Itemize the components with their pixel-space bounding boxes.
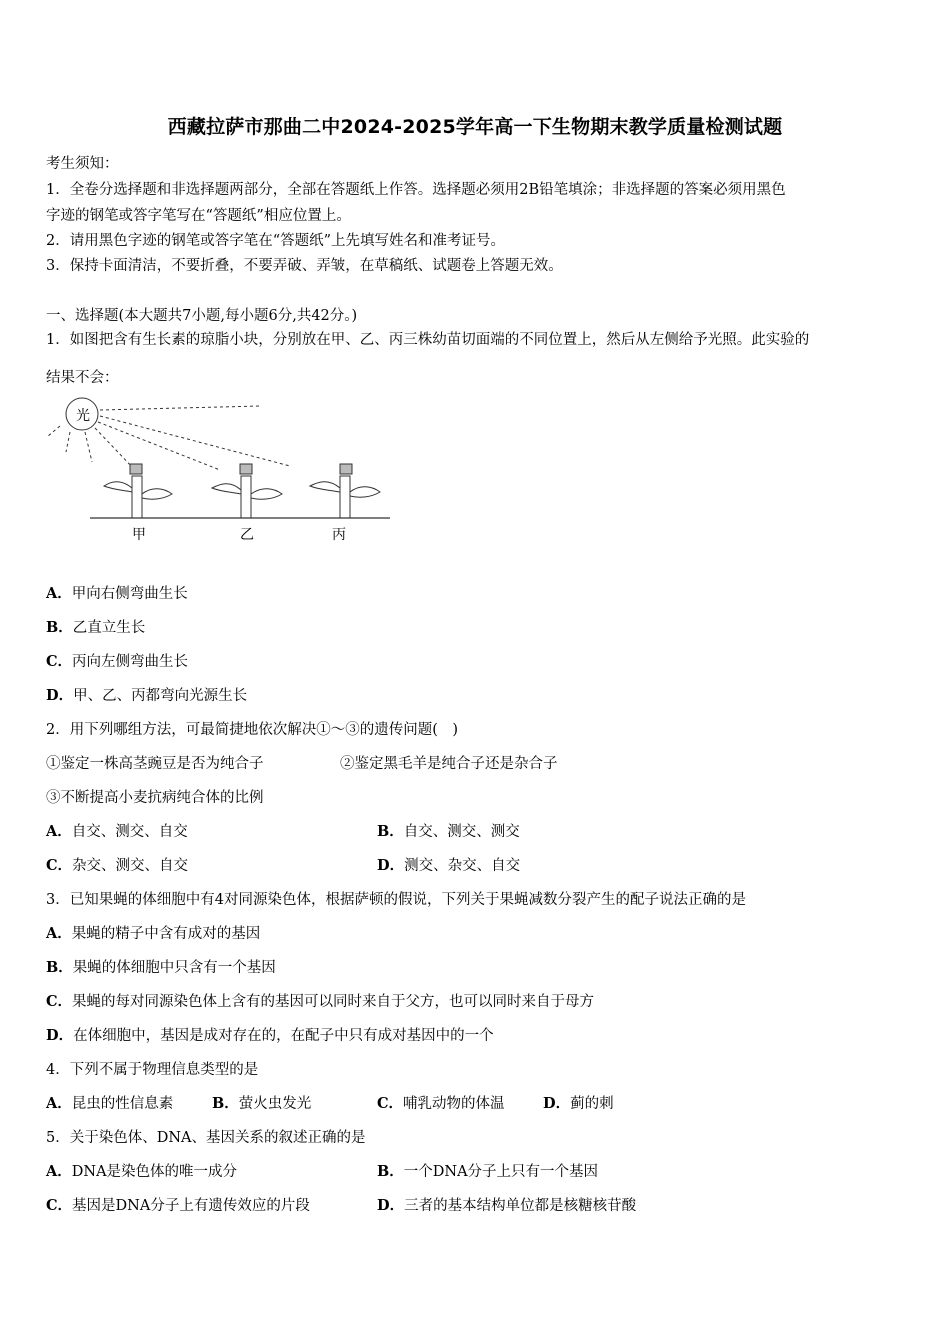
label-yi: 乙	[240, 527, 254, 543]
notice-item-3: 3．保持卡面清洁，不要折叠，不要弄破、弄皱，在草稿纸、试题卷上答题无效。	[46, 258, 563, 274]
q1-stem: 1．如图把含有生长素的琼脂小块，分别放在甲、乙、丙三株幼苗切面端的不同位置上，然后从左侧给予光照。此实验的	[46, 332, 810, 348]
q1-option-d: D．甲、乙、丙都弯向光源生长	[46, 687, 248, 704]
q2-sub-3: ③不断提高小麦抗病纯合体的比例	[46, 790, 264, 806]
notice-heading: 考生须知：	[46, 156, 119, 172]
q4-option-a: A．昆虫的性信息素	[46, 1095, 174, 1112]
q2-option-b: B．自交、测交、测交	[377, 823, 520, 840]
seedling-yi	[212, 464, 282, 518]
section-heading: 一、选择题(本大题共7小题,每小题6分,共42分。)	[46, 308, 358, 324]
sun-label: 光	[76, 408, 90, 424]
label-jia: 甲	[132, 527, 146, 543]
q3-option-b: B．果蝇的体细胞中只含有一个基因	[46, 959, 276, 976]
notice-item-1-cont: 字迹的钢笔或答字笔写在“答题纸”相应位置上。	[46, 208, 351, 224]
page-title: 西藏拉萨市那曲二中2024-2025学年高一下生物期末教学质量检测试题	[167, 116, 783, 138]
seedling-figure	[40, 392, 400, 552]
label-bing: 丙	[332, 527, 346, 543]
q3-stem: 3．已知果蝇的体细胞中有4对同源染色体，根据萨顿的假说，下列关于果蝇减数分裂产生的配子说法正确的是	[46, 892, 746, 908]
q5-option-b: B．一个DNA分子上只有一个基因	[377, 1163, 599, 1180]
q1-option-c: C．丙向左侧弯曲生长	[46, 653, 189, 670]
q5-option-d: D．三者的基本结构单位都是核糖核苷酸	[377, 1197, 637, 1214]
q2-option-a: A．自交、测交、自交	[46, 823, 188, 840]
q2-stem: 2．用下列哪组方法，可最简捷地依次解决①～③的遗传问题( )	[46, 722, 459, 738]
q1-option-b: B．乙直立生长	[46, 619, 146, 636]
notice-item-1: 1．全卷分选择题和非选择题两部分，全部在答题纸上作答。选择题必须用2B铅笔填涂；非选择题的答案必须用黑色	[46, 182, 786, 198]
q1-option-a: A．甲向右侧弯曲生长	[46, 585, 188, 602]
q1-stem-cont: 结果不会：	[46, 370, 119, 386]
seedling-bing	[310, 464, 380, 518]
q5-stem: 5．关于染色体、DNA、基因关系的叙述正确的是	[46, 1130, 366, 1146]
q3-option-a: A．果蝇的精子中含有成对的基因	[46, 925, 261, 942]
q2-sub-1: ①鉴定一株高茎豌豆是否为纯合子	[46, 756, 264, 772]
q2-option-d: D．测交、杂交、自交	[377, 857, 521, 874]
q4-option-b: B．萤火虫发光	[212, 1095, 312, 1112]
q3-option-d: D．在体细胞中，基因是成对存在的，在配子中只有成对基因中的一个	[46, 1027, 494, 1044]
q4-option-d: D．蓟的刺	[543, 1095, 614, 1112]
q5-option-a: A．DNA是染色体的唯一成分	[46, 1163, 238, 1180]
q2-sub-2: ②鉴定黑毛羊是纯合子还是杂合子	[340, 756, 558, 772]
q2-option-c: C．杂交、测交、自交	[46, 857, 189, 874]
q5-option-c: C．基因是DNA分子上有遗传效应的片段	[46, 1197, 310, 1214]
seedling-jia	[104, 464, 172, 518]
notice-item-2: 2．请用黑色字迹的钢笔或答字笔在“答题纸”上先填写姓名和准考证号。	[46, 233, 506, 249]
q4-stem: 4．下列不属于物理信息类型的是	[46, 1062, 259, 1078]
q3-option-c: C．果蝇的每对同源染色体上含有的基因可以同时来自于父方，也可以同时来自于母方	[46, 993, 595, 1010]
q4-option-c: C．哺乳动物的体温	[377, 1095, 505, 1112]
